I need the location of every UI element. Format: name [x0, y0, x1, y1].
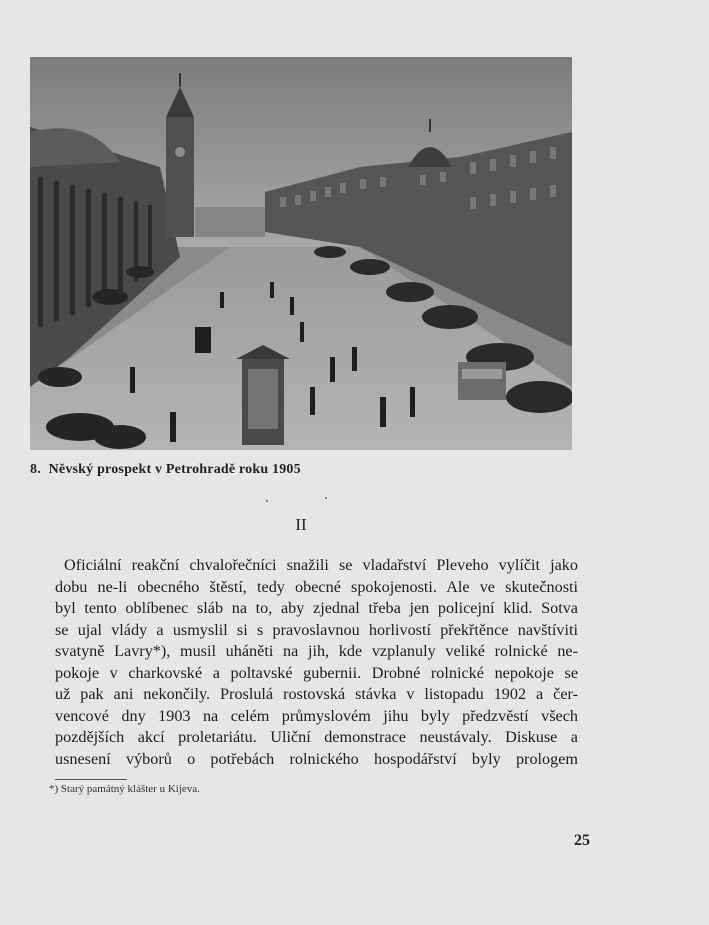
figure-caption	[30, 462, 301, 478]
body-line: dobu ne-li obecného štěstí, tedy obecné spokojenosti. Ale ve skutečnosti	[55, 577, 578, 596]
body-paragraph	[55, 555, 578, 770]
figure-caption-text: Něvský prospekt v Petrohradě roku 1905	[48, 462, 301, 477]
body-line: se ujal vlády a usmyslil si s pravoslavnou horlivostí překřtěnce navštíviti	[55, 620, 578, 639]
body-line: Oficiální reakční chvalořečníci snažili se vladařství Pleveho vylíčit jako	[64, 556, 578, 574]
photo-illustration	[30, 57, 572, 450]
footnote: *) Starý památný klášter u Kijeva.	[49, 783, 200, 795]
nevsky-prospekt-photograph	[30, 57, 572, 450]
paper-speck	[325, 497, 327, 499]
body-line: usnesení výborů o potřebách rolnického hospodářství byly prologem	[55, 749, 578, 768]
body-line: pozdějších akcí proletariátu. Uliční demonstrace neustávaly. Diskuse a	[55, 728, 578, 746]
body-line: byl tento oblíbenec sláb na to, aby zjednal třeba jen policejní klid. Sotva	[55, 599, 578, 617]
body-line: už pak ani nekončily. Proslulá rostovská stávka v listopadu 1902 a čer-	[55, 685, 578, 703]
section-number: II	[295, 515, 307, 534]
page-number: 25	[574, 832, 590, 849]
footnote-rule	[55, 779, 127, 780]
figure-number: 8.	[30, 462, 41, 477]
paper-speck	[266, 500, 268, 502]
body-line: vencové dny 1903 na celém průmyslovém jihu byly předzvěstí všech	[55, 706, 578, 725]
body-line: svatyně Lavry*), musil uháněti na jih, kde vzplanuly veliké rolnické ne-	[55, 642, 578, 660]
body-line: pokoje v charkovské a poltavské gubernii. Drobné rolnické nepokoje se	[55, 663, 578, 682]
